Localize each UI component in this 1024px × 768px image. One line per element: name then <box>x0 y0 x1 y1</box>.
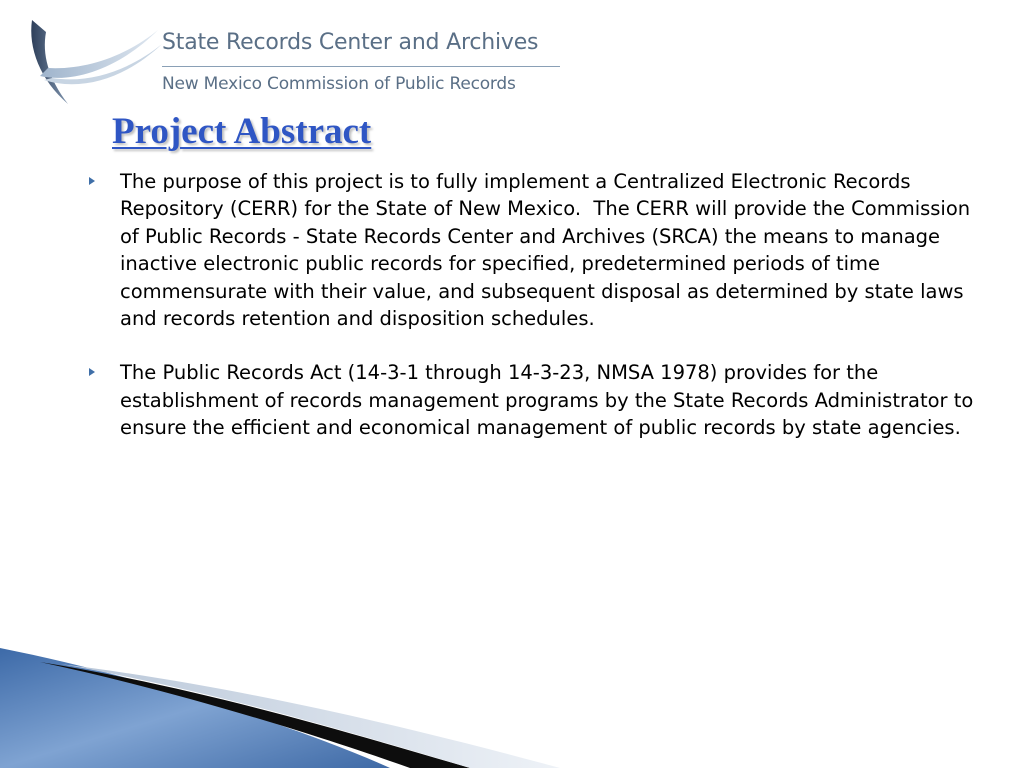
logo-title: State Records Center and Archives <box>162 30 539 55</box>
bullet-text: The Public Records Act (14-3-1 through 14-3-23, NMSA 1978) provides for the establishment of records management programs by the State Records Administrator to ensure the efficient and economical management of public records by state agencies. <box>120 361 980 440</box>
bottom-decoration <box>0 640 1024 768</box>
logo-subtitle: New Mexico Commission of Public Records <box>162 74 516 94</box>
triangle-right-icon <box>89 368 95 376</box>
swoosh-logo-icon <box>26 18 166 108</box>
bullet-item <box>86 359 986 441</box>
slide-title: Project Abstract <box>112 111 372 152</box>
triangle-right-icon <box>89 177 95 185</box>
organization-logo <box>26 18 586 108</box>
bullet-text: The purpose of this project is to fully implement a Centralized Electronic Records Repository (CERR) for the State of New Mexico. The CERR will provide the Commission of Public Records - State Records Center and Archives (SRCA) the means to manage inactive electronic public records for specified, predetermined periods of time commensurate with their value, and subsequent disposal as determined by state laws and records retention and disposition schedules. <box>120 170 977 331</box>
bullet-item <box>86 168 986 332</box>
logo-divider <box>162 66 560 67</box>
bullet-list <box>86 168 986 469</box>
